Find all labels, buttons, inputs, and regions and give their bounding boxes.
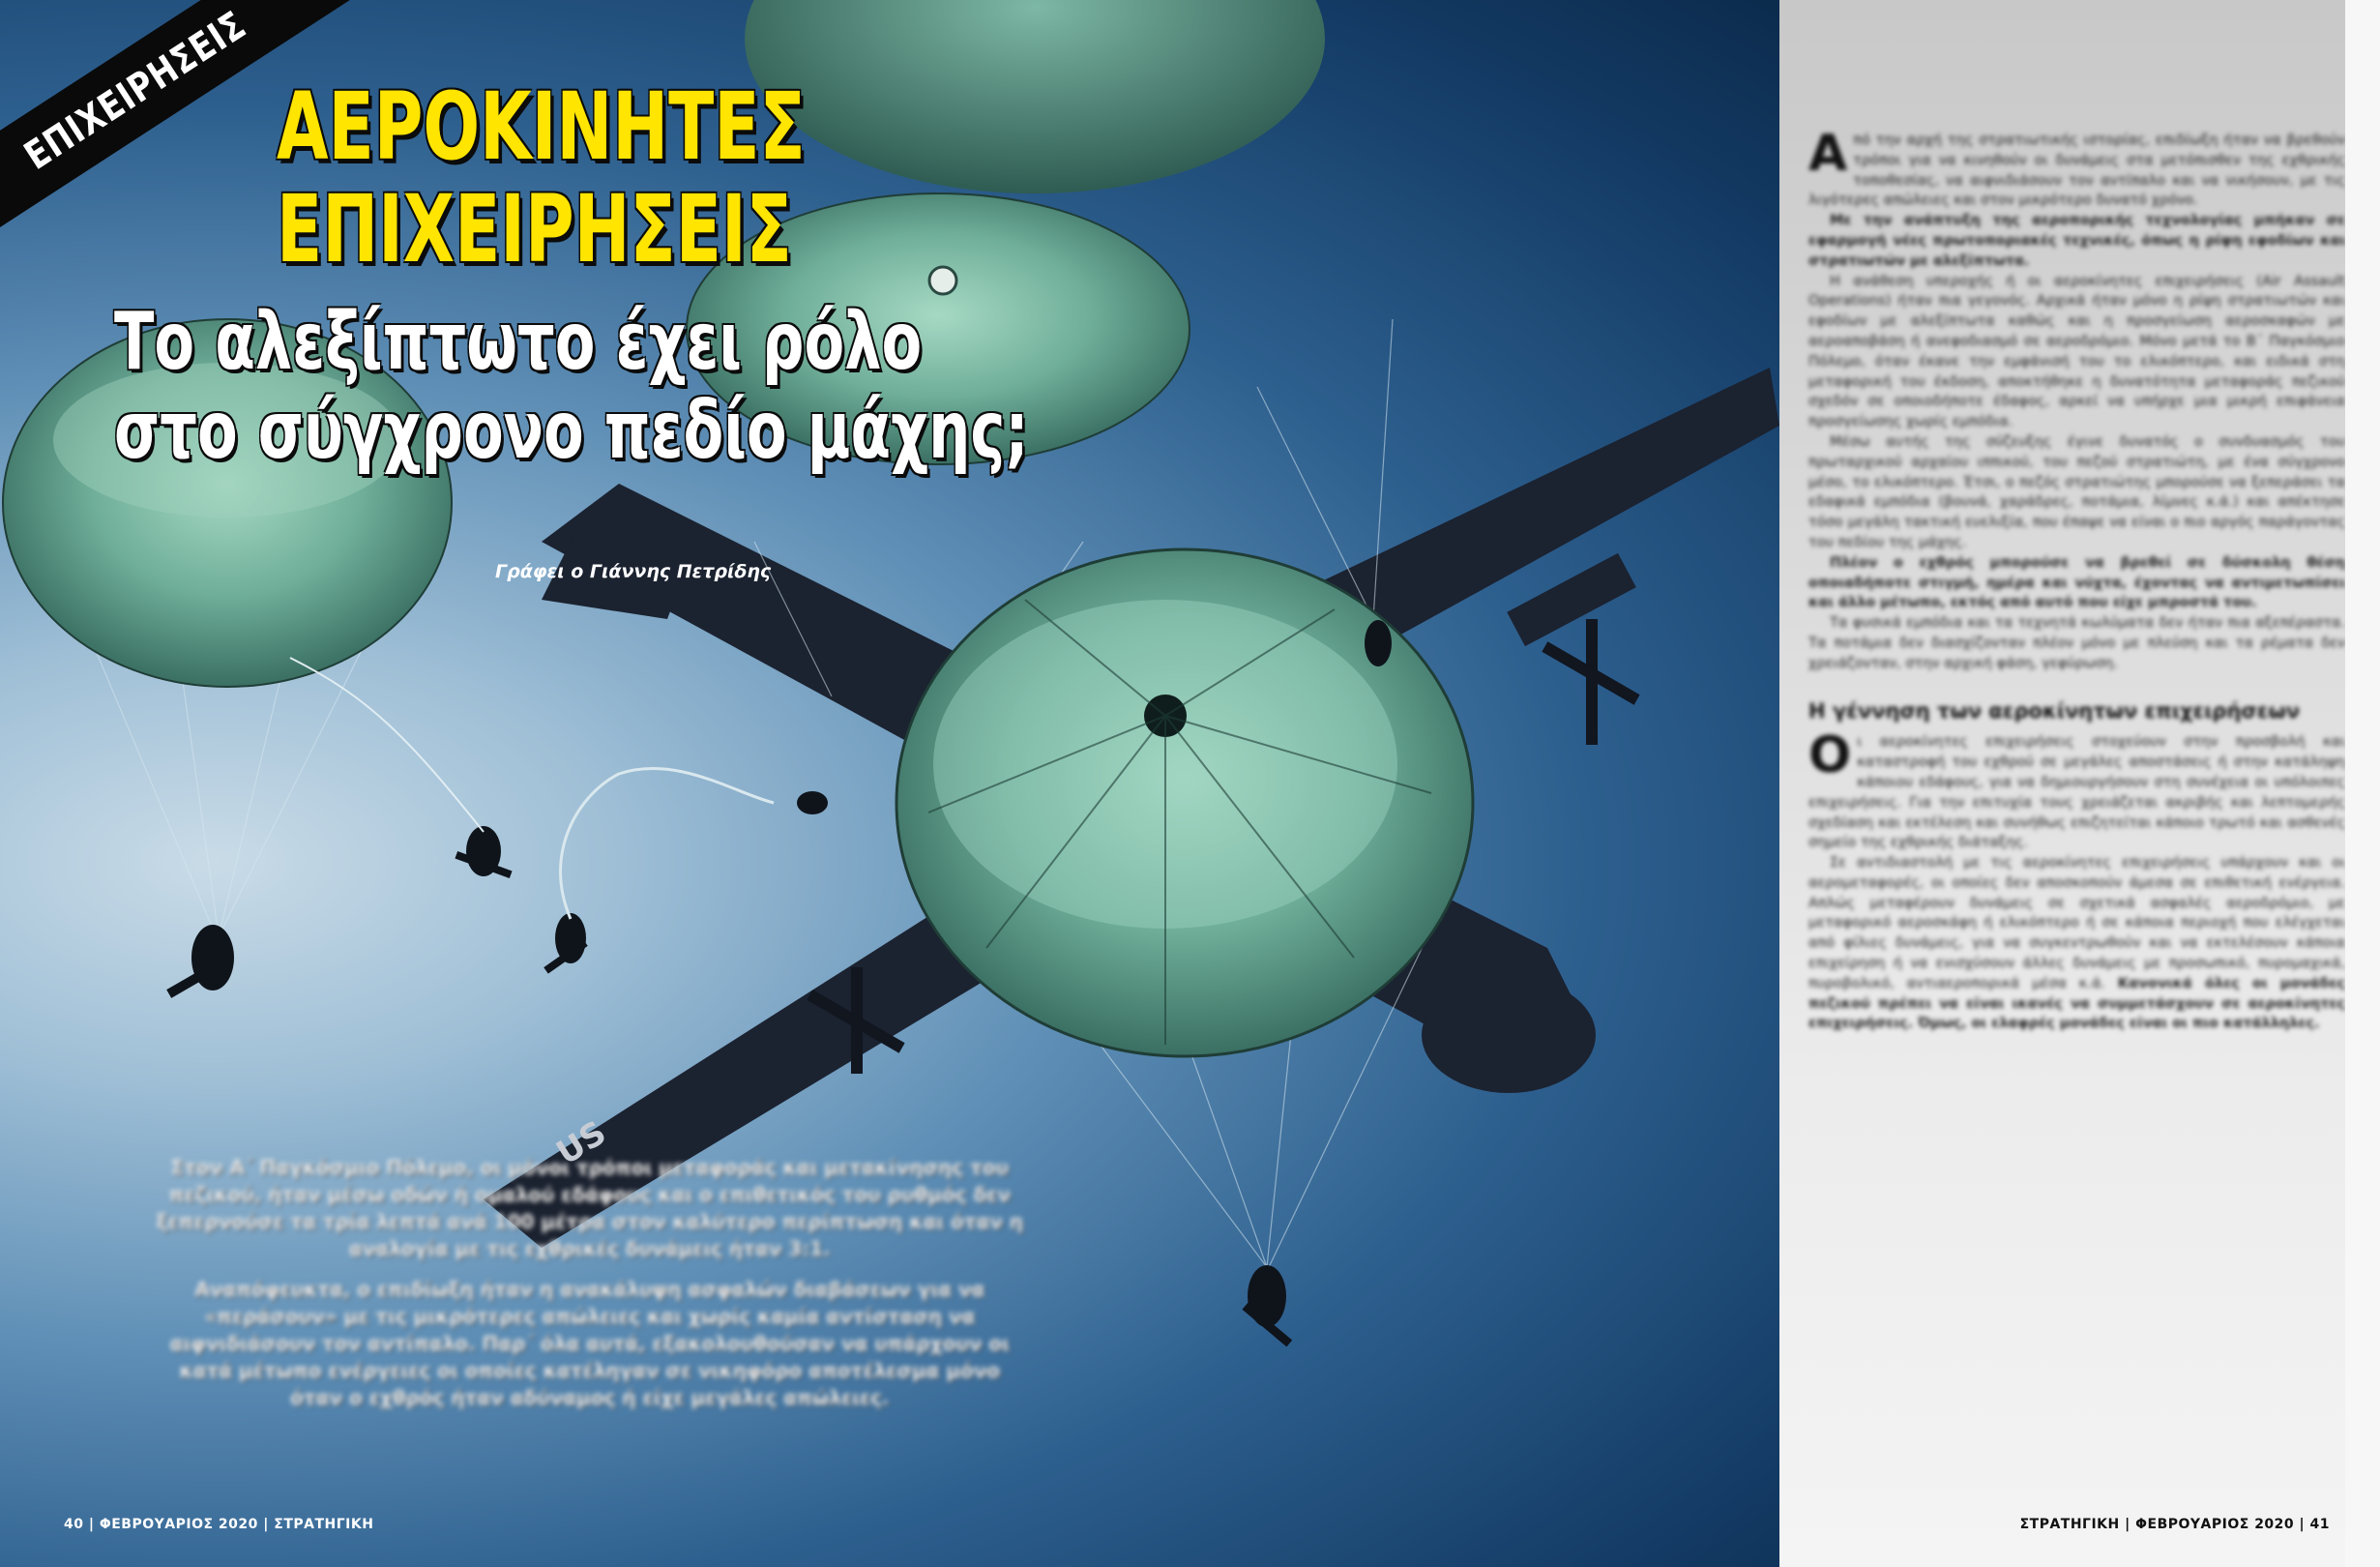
static-line <box>561 768 774 919</box>
intro-text <box>155 1154 1025 1425</box>
folio-left: 40 | ΦΕΒΡΟΥΑΡΙΟΣ 2020 | ΣΤΡΑΤΗΓΙΚΗ <box>64 1517 374 1532</box>
body-paragraph-7: ι αεροκίνητες επιχειρήσεις στοχεύουν στην προσβολή και καταστροφή του εχθρού σε μεγάλες αποστάσεις ή στην κατάληψη κάποιου εδάφους, για να δημιουργήσουν στη συνέχεια οι υπόλοιπες επιχειρήσεις. Για την επιτυχία τους χρειάζεται ακριβής και λεπτομερής σχεδίαση και εκτέλεση και συνήθως επιζητείται κάποιο τρωτό και ασθενές σημείο της εχθρικής διάταξης. <box>1808 734 2345 851</box>
section-heading: Η γέννηση των αεροκίνητων επιχειρήσεων <box>1808 698 2301 723</box>
intro-paragraph-1: Στον Α΄ Παγκόσμιο Πόλεμο, οι μόνοι τρόποι μεταφοράς και μετακίνησης του πεζικού, ήταν μέσω οδών ή ομαλού εδάφους και ο επιθετικός του ρυθμός δεν ξεπερνούσε τα τρία λεπτά ανά 100 μέτρα στον καλύτερο περίπτωση και όταν η αναλογία με τις εχθρικές δυνάμεις ήταν 3:1. <box>156 1156 1024 1260</box>
article-body <box>1808 125 2345 1034</box>
body-paragraph-2: Με την ανάπτυξη της αεροπορικής τεχνολογίας μπήκαν σε εφαρμογή νέες πρωτοποριακές τεχνικές, όπως η ρίψη εφοδίων και στρατιωτών με αλεξίπτωτα. <box>1808 213 2345 269</box>
body-paragraph-8: Σε αντιδιαστολή με τις αεροκίνητες επιχειρήσεις υπάρχουν και οι αερομεταφορές, οι οποίες δεν αποσκοπούν άμεσα σε επιθετική ενέργεια. Απλώς μεταφέρουν δυνάμεις σε σχετικά ασφαλές αεροδρόμιο, με μεταφορικό αεροσκάφη ή ελικόπτερο ή σε κάποια περιοχή που ελέγχεται από φίλιες δυνάμεις, για να συγκεντρωθούν και να εκτελέσουν κάποια επιχείρηση ή να ενισχύσουν άλλες δυνάμεις με προσωπικό, πυρομαχικά, πυροβολικό, αντιαεροπορικά μέσα κ.ά. <box>1808 855 2345 991</box>
body-paragraph-3: Η ανάθεση υπεροχής ή οι αεροκίνητες επιχειρήσεις (Air Assault Operations) ήταν πια γεγονός. Αρχικά ήταν μόνο η ρίψη στρατιωτών και εφοδίων με αλεξίπτωτα καθώς και η προσγείωση αεροσκαφών με αεροαποβάση ή ανεφοδιασμό σε αεροδρόμιο. Μόνο μετά το Β΄ Παγκόσμιο Πόλεμο, όταν έκανε την εμφάνισή του το ελικόπτερο, και ειδικά στη μεταφορική του έκδοση, αποκτήθηκε η δυνατότητα μεταφοράς πεζικού σχεδόν σε οποιοδήποτε έδαφος, αρκεί να υπήρχε μια μικρή επιφάνεια προσγείωσης χωρίς εμπόδια. <box>1808 273 2345 430</box>
dropcap-2: Ο <box>1808 726 1852 785</box>
subheadline-line-1: Το αλεξίπτωτο έχει ρόλο <box>114 296 923 388</box>
aircraft-marking: US <box>549 1113 613 1173</box>
intro-paragraph-2: Αναπόφευκτα, ο επιδίωξη ήταν η ανακάλυψη ασφαλών διαβάσεων για να «περάσουν» με τις μικρότερες απώλειες και χωρίς καμία αντίσταση να αιφνιδιάσουν τον αντίπαλο. Παρ΄ όλα αυτά, εξακολουθούσαν να υπάρχουν οι κατά μέτωπο ενέργειες οι οποίες κατέληγαν σε νικηφόρο αποτέλεσμα μόνο όταν ο εχθρός ήταν αδύναμος ή είχε μεγάλες απώλειες. <box>169 1278 1011 1409</box>
headline-line-2: ΕΠΙΧΕΙΡΗΣΕΙΣ <box>277 175 792 283</box>
headline <box>277 75 1205 281</box>
body-paragraph-6: Τα φυσικά εμπόδια και τα τεχνητά κωλύματα δεν ήταν πια αξεπέραστα. Τα ποτάμια δεν διασχίζονταν πλέον μόνο με πλεύση και τα ρέματα δεν χρειάζονταν, στην αρχική φάση, γεφύρωση. <box>1808 615 2345 671</box>
body-paragraph-5: Πλέον ο εχθρός μπορούσε να βρεθεί σε δύσκολη θέση οποιαδήποτε στιγμή, ημέρα και νύχτα, έχοντας να αντιμετωπίσει και άλλο μέτωπο, εκτός από αυτό που είχε μπροστά του. <box>1808 554 2345 611</box>
folio-right: ΣΤΡΑΤΗΓΙΚΗ | ΦΕΒΡΟΥΑΡΙΟΣ 2020 | 41 <box>2019 1517 2330 1532</box>
page-edge <box>2345 0 2380 1567</box>
section-tag-label: ΕΠΙΧΕΙΡΗΣΕΙΣ <box>16 3 254 179</box>
body-paragraph-4: Μέσω αυτής της σύζευξης έγινε δυνατός ο συνδυασμός του πρωταρχικού αρχαίου ιππικού, του πεζού στρατιώτη, με ένα σύγχρονο μέσο, το ελικόπτερο. Έτσι, ο πεζός στρατιώτης μπορούσε να ξεπεράσει τα εδαφικά εμπόδια (βουνά, χαράδρες, ποτάμια, λίμνες κ.ά.) και απέκτησε τόσο μεγάλη τακτική ευελιξία, που έπαψε να είναι ο πιο αργός παράγοντας του πεδίου της μάχης. <box>1808 433 2345 550</box>
right-page <box>1779 0 2380 1567</box>
subheadline <box>114 296 1029 477</box>
headline-line-1: ΑΕΡΟΚΙΝΗΤΕΣ <box>277 73 806 181</box>
subheadline-line-2: στο σύγχρονο πεδίο μάχης; <box>114 385 1029 477</box>
byline: Γράφει ο Γιάννης Πετρίδης <box>495 561 772 582</box>
static-line-2 <box>290 658 484 832</box>
dropcap-1: Α <box>1808 125 1848 183</box>
body-paragraph-1: πό την αρχή της στρατιωτικής ιστορίας, επιδίωξη ήταν να βρεθούν τρόποι για να κινηθούν οι δυνάμεις στα μετόπισθεν της εχθρικής τοποθεσίας, να αιφνιδιάσουν τον αντίπαλο και να νικήσουν, με τις λιγότερες απώλειες και στον μικρότερο δυνατό χρόνο. <box>1808 133 2345 209</box>
body-paragraph-8-bold: Κανονικά όλες οι μονάδες πεζικού πρέπει να είναι ικανές να συμμετάσχουν σε αεροκίνητες επιχειρήσεις. Όμως, οι ελαφρές μονάδες είναι οι πιο κατάλληλες. <box>1808 975 2345 1032</box>
